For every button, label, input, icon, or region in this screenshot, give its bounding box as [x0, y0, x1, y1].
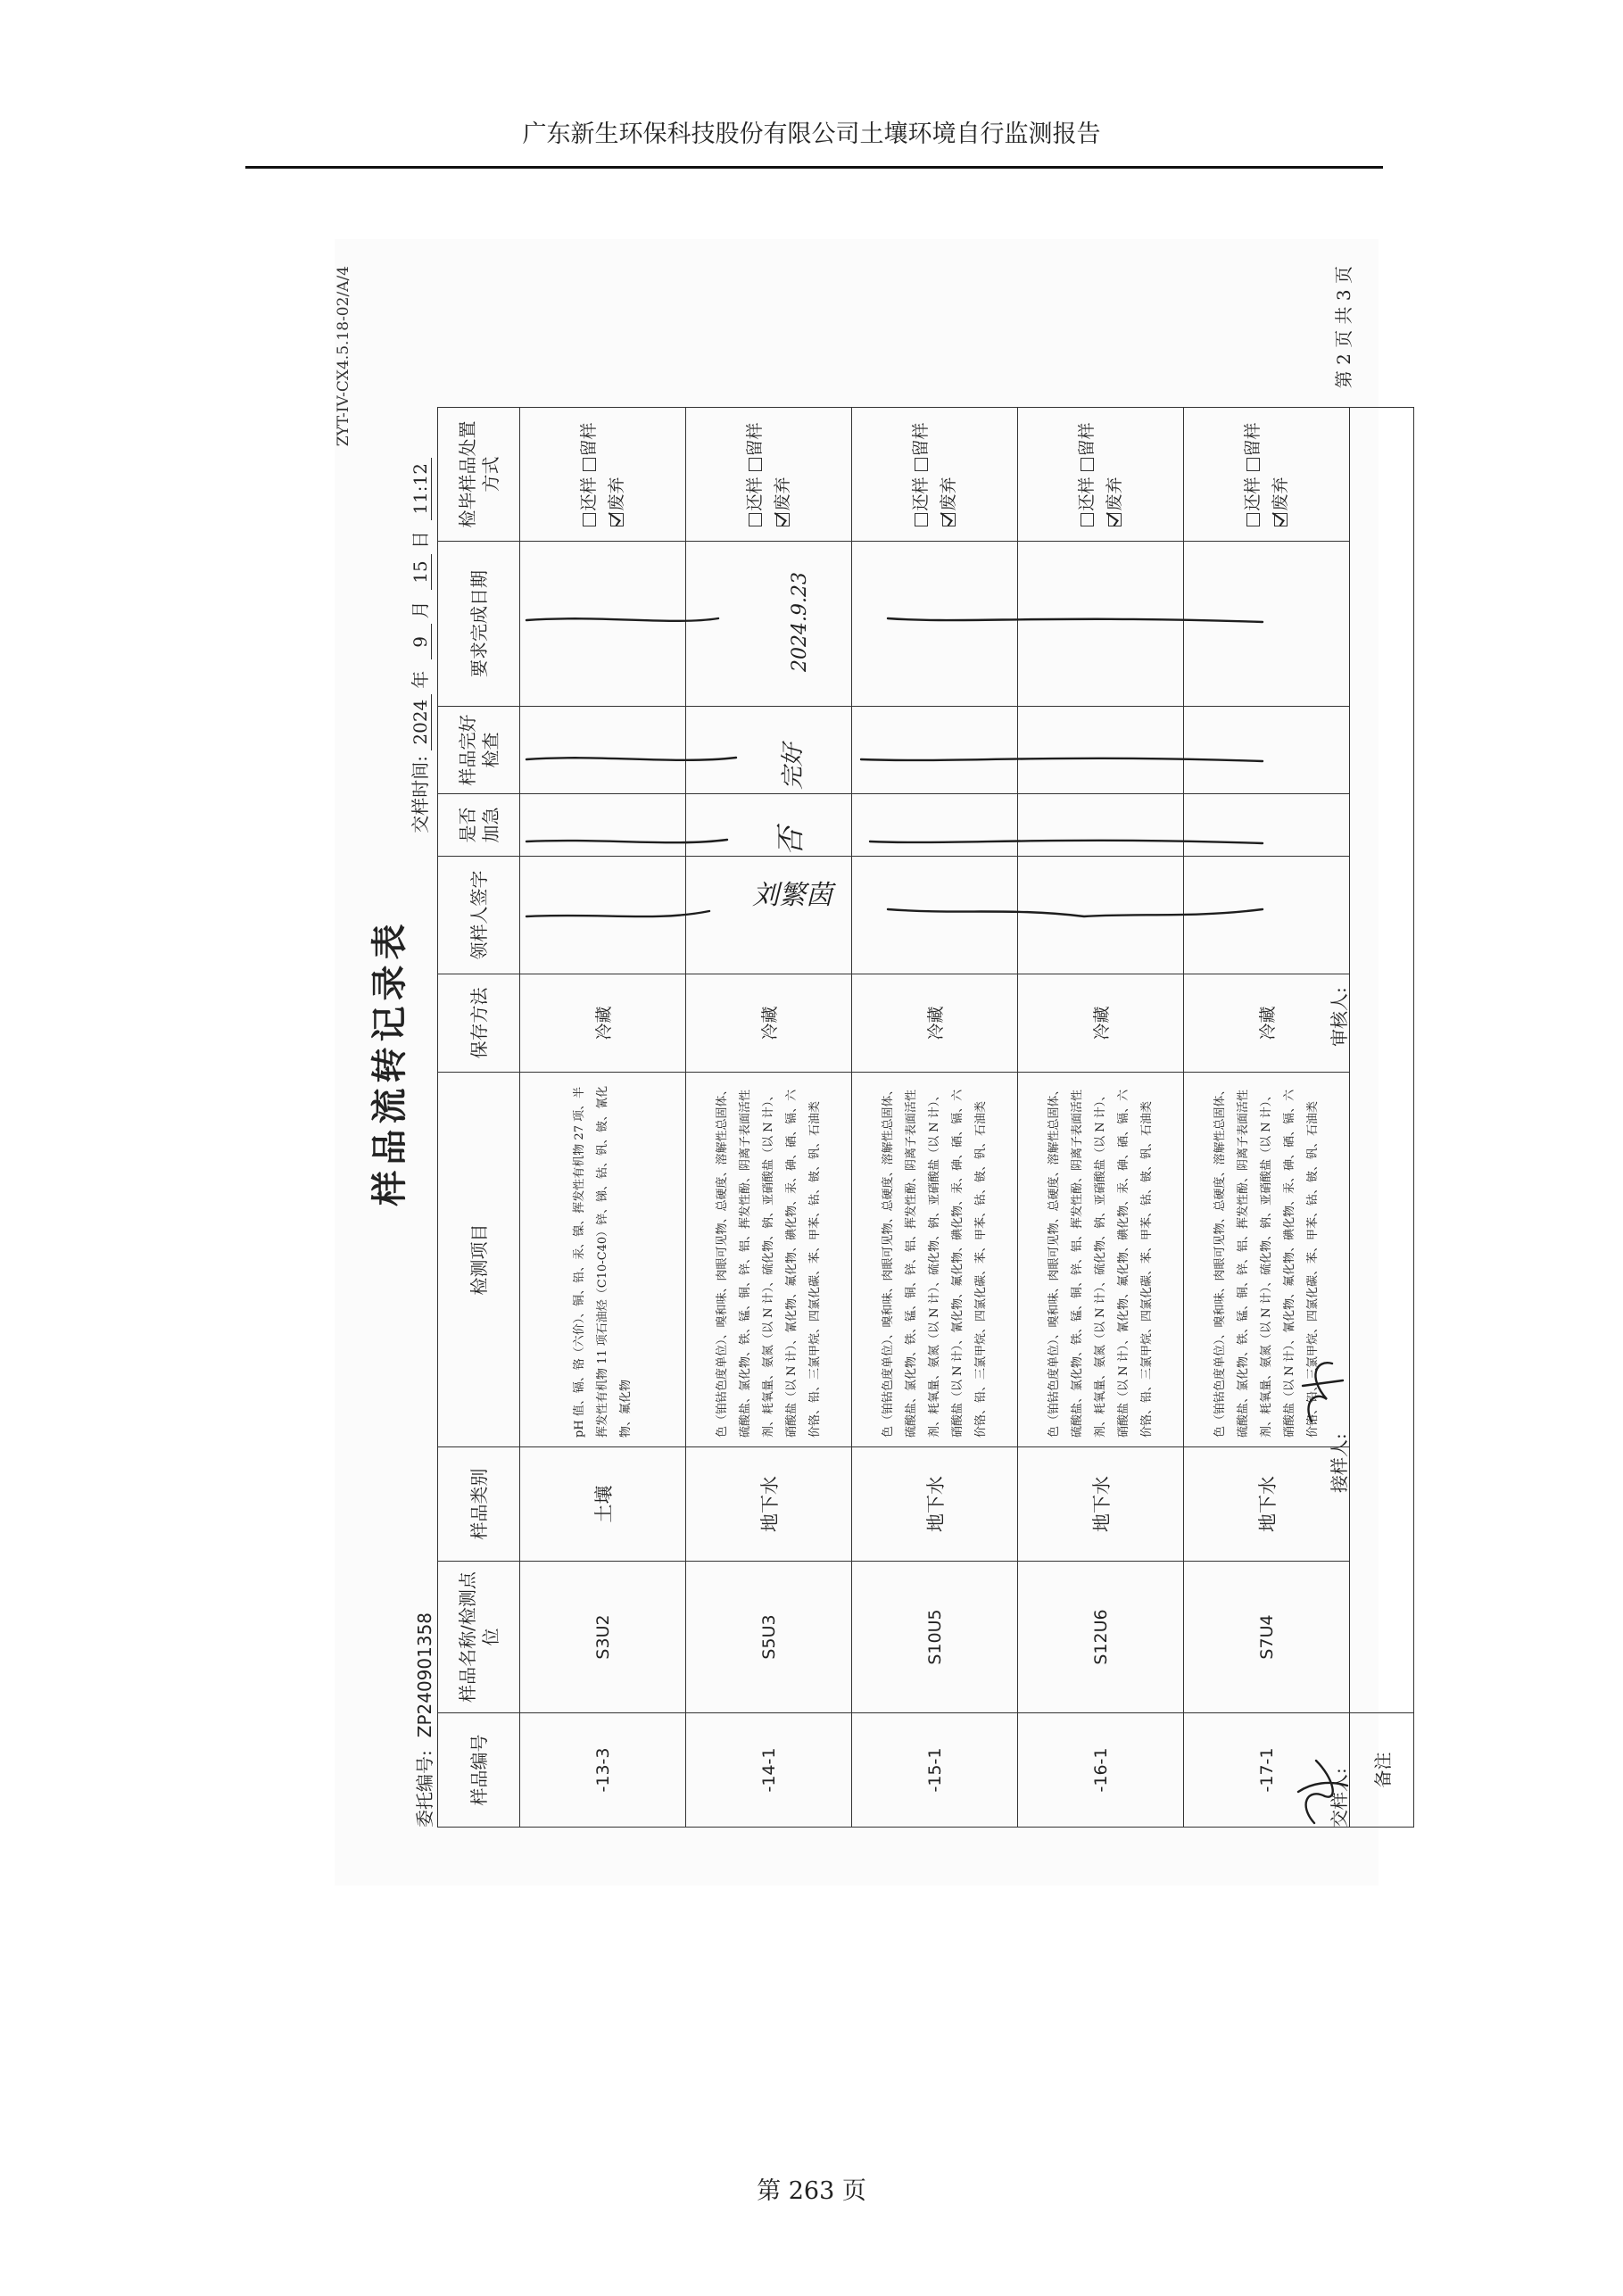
remark-label: 备注: [1350, 1713, 1414, 1828]
sample-name: S5U3: [686, 1562, 852, 1713]
sample-name: S10U5: [852, 1562, 1018, 1713]
sample-id: -15-1: [852, 1713, 1018, 1828]
keep-option-label: 留样: [579, 422, 600, 457]
return-option-label: 还样: [745, 477, 766, 511]
test-items: 色（铂钴色度单位）、嗅和味、肉眼可见物、总硬度、溶解性总固体、硫酸盐、氯化物、铁、锰、铜、锌、铝、挥发性酚、阴离子表面活性剂、耗氧量、氨氮（以 N 计）、硫化物、钠、亚硝酸盐（以 N 计）、硝酸盐（以 N 计）、氰化物、氟化物、碘化物、汞、砷、硒、镉、六价铬、铅、三氯甲烷、四氯化碳、苯、甲苯、钴、铍、钒、石油类: [1184, 1073, 1350, 1447]
header-divider: [245, 166, 1383, 169]
keep-option-label: 留样: [745, 422, 766, 457]
col-test-items: 检测项目: [438, 1073, 520, 1447]
handover-clock: 11:12: [410, 458, 432, 520]
discard-option-label: 废弃: [772, 477, 792, 511]
handover-year: 2024: [410, 694, 432, 750]
month-word: 月: [410, 601, 431, 619]
receiver-signature: 刘繁茵: [752, 880, 832, 911]
return-option-label: 还样: [1243, 477, 1263, 511]
sample-category: 地下水: [686, 1447, 852, 1562]
return-option-label: 还样: [911, 477, 932, 511]
test-items: 色（铂钴色度单位）、嗅和味、肉眼可见物、总硬度、溶解性总固体、硫酸盐、氯化物、铁、锰、铜、锌、铝、挥发性酚、阴离子表面活性剂、耗氧量、氨氮（以 N 计）、硫化物、钠、亚硝酸盐（以 N 计）、硝酸盐（以 N 计）、氰化物、氟化物、碘化物、汞、砷、硒、镉、六价铬、铅、三氯甲烷、四氯化碳、苯、甲苯、钴、铍、钒、石油类: [1018, 1073, 1184, 1447]
handover-month: 9: [410, 624, 432, 659]
col-sample-category: 样品类别: [438, 1447, 520, 1562]
discard-option-label: 废弃: [606, 477, 626, 511]
keep-option-label: 留样: [911, 422, 932, 457]
sample-flow-form: [335, 239, 1394, 1886]
sample-category: 土壤: [520, 1447, 686, 1562]
due-date-handwritten: 2024.9.23: [789, 572, 811, 672]
storage-method: 冷藏: [1018, 974, 1184, 1073]
test-items: 色（铂钴色度单位）、嗅和味、肉眼可见物、总硬度、溶解性总固体、硫酸盐、氯化物、铁、锰、铜、锌、铝、挥发性酚、阴离子表面活性剂、耗氧量、氨氮（以 N 计）、硫化物、钠、亚硝酸盐（以 N 计）、硝酸盐（以 N 计）、氰化物、氟化物、碘化物、汞、砷、硒、镉、六价铬、铅、三氯甲烷、四氯化碳、苯、甲苯、钴、铍、钒、石油类: [686, 1073, 852, 1447]
storage-method: 冷藏: [520, 974, 686, 1073]
col-urgent: 是否加急: [438, 794, 520, 857]
sample-category: 地下水: [1018, 1447, 1184, 1562]
test-items: pH 值、镉、铬（六价）、铜、铅、汞、镍、挥发性有机物 27 项、半挥发性有机物 11 项石油烃（C10-C40）锌、锑、钴、钒、铍、氰化物、氟化物: [520, 1073, 686, 1447]
handover-person-label: 交样人:: [1329, 1768, 1350, 1828]
report-header: 广东新生环保科技股份有限公司土壤环境自行监测报告: [522, 120, 1101, 148]
intact-handwritten: 完好: [780, 742, 807, 790]
due-date-strike: [526, 618, 1263, 622]
form-code: ZYT-IV-CX4.5.18-02/A/4: [335, 266, 352, 447]
col-intact-check: 样品完好检查: [438, 707, 520, 794]
sample-id: -17-1: [1184, 1713, 1350, 1828]
page-footer: 第 263 页: [757, 2177, 866, 2205]
col-sample-id: 样品编号: [438, 1713, 520, 1828]
col-sample-name: 样品名称/检测点位: [438, 1562, 520, 1713]
form-page-number: 第 2 页 共 3 页: [1333, 266, 1354, 389]
col-storage: 保存方法: [438, 974, 520, 1073]
receiver-signature-strike: [526, 909, 1263, 916]
test-items: 色（铂钴色度单位）、嗅和味、肉眼可见物、总硬度、溶解性总固体、硫酸盐、氯化物、铁、锰、铜、锌、铝、挥发性酚、阴离子表面活性剂、耗氧量、氨氮（以 N 计）、硫化物、钠、亚硝酸盐（以 N 计）、硝酸盐（以 N 计）、氰化物、氟化物、碘化物、汞、砷、硒、镉、六价铬、铅、三氯甲烷、四氯化碳、苯、甲苯、钴、铍、钒、石油类: [852, 1073, 1018, 1447]
sample-name: S3U2: [520, 1562, 686, 1713]
sample-category: 地下水: [852, 1447, 1018, 1562]
year-word: 年: [410, 670, 431, 689]
sample-id: -16-1: [1018, 1713, 1184, 1828]
sample-name: S12U6: [1018, 1562, 1184, 1713]
sample-id: -14-1: [686, 1713, 852, 1828]
keep-option-label: 留样: [1077, 422, 1097, 457]
storage-method: 冷藏: [852, 974, 1018, 1073]
handover-time-label: 交样时间:: [410, 755, 431, 833]
urgent-strike: [526, 840, 1263, 843]
col-receiver-signature: 领样人签字: [438, 857, 520, 974]
receiver-signature-icon: [1303, 1363, 1343, 1422]
return-option-label: 还样: [579, 477, 600, 511]
client-number-value: ZP240901358: [414, 1612, 435, 1738]
handover-day: 15: [410, 554, 432, 590]
intact-check-strike: [526, 758, 1263, 761]
handwriting-layer: [335, 239, 1379, 1886]
sample-category: 地下水: [1184, 1447, 1350, 1562]
day-word: 日: [410, 531, 431, 549]
client-number-label: 委托编号:: [414, 1750, 435, 1828]
discard-option-label: 废弃: [938, 477, 958, 511]
sample-name: S7U4: [1184, 1562, 1350, 1713]
sample-id: -13-3: [520, 1713, 686, 1828]
return-option-label: 还样: [1077, 477, 1097, 511]
keep-option-label: 留样: [1243, 422, 1263, 457]
discard-option-label: 废弃: [1270, 477, 1290, 511]
form-title: 样品流转记录表: [368, 918, 410, 1206]
storage-method: 冷藏: [686, 974, 852, 1073]
urgent-handwritten: 否: [774, 826, 807, 856]
receiver-person-label: 接样人:: [1329, 1433, 1350, 1493]
reviewer-label: 审核人:: [1329, 987, 1350, 1047]
col-disposal: 检毕样品处置方式: [438, 408, 520, 542]
discard-option-label: 废弃: [1104, 477, 1124, 511]
storage-method: 冷藏: [1184, 974, 1350, 1073]
col-due-date: 要求完成日期: [438, 542, 520, 707]
